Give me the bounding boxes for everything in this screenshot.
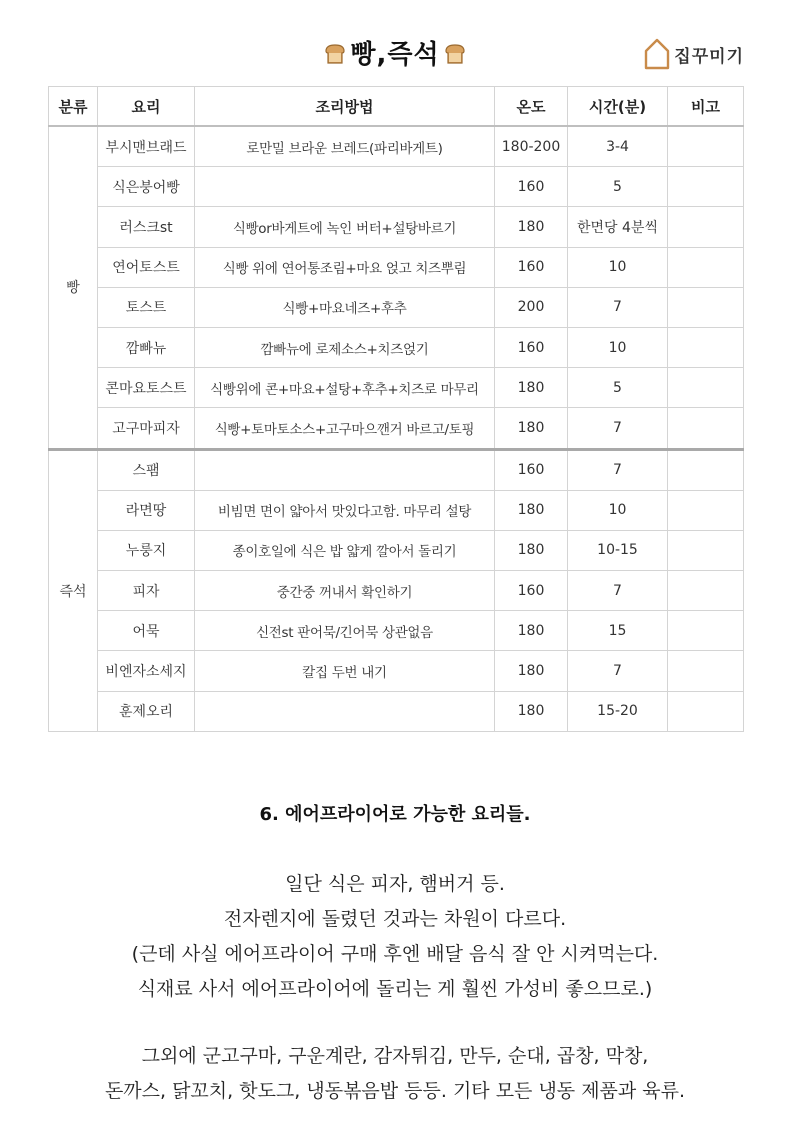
- temp-cell: 180: [495, 368, 568, 408]
- text-line: 돈까스, 닭꼬치, 핫도그, 냉동볶음밥 등등. 기타 모든 냉동 제품과 육류.: [104, 1080, 686, 1102]
- table-row: [49, 571, 744, 611]
- time-cell: 5: [568, 167, 668, 207]
- page-title: 빵,즉석: [350, 40, 440, 70]
- time-cell: 3-4: [568, 126, 668, 167]
- temp-cell: 160: [495, 571, 568, 611]
- method-cell: 식빵+토마토소스+고구마으깬거 바르고/토핑: [195, 408, 495, 449]
- method-cell: 식빵 위에 연어통조림+마요 얹고 치즈뿌림: [195, 247, 495, 287]
- temp-cell: 180: [495, 490, 568, 530]
- temp-cell: 160: [495, 167, 568, 207]
- table-row: [49, 327, 744, 367]
- text-line: (근데 사실 에어프라이어 구매 후엔 배달 음식 잘 안 시켜먹는다.: [131, 943, 659, 965]
- time-cell: 10: [568, 247, 668, 287]
- table-row: [49, 247, 744, 287]
- table-row: [49, 287, 744, 327]
- category-cell: 빵: [49, 126, 98, 449]
- paragraph-2: [0, 1039, 790, 1109]
- bread-icon: [443, 42, 467, 66]
- temp-cell: 180: [495, 651, 568, 691]
- method-cell: 종이호일에 식은 밥 얇게 깔아서 돌리기: [195, 530, 495, 570]
- note-cell: [668, 449, 744, 490]
- dish-cell: 누룽지: [98, 530, 195, 570]
- column-header-dish: 요리: [98, 87, 195, 127]
- column-header-time: 시간(분): [568, 87, 668, 127]
- table-row: [49, 368, 744, 408]
- recipe-table: [48, 86, 744, 732]
- text-line: 일단 식은 피자, 햄버거 등.: [285, 873, 505, 895]
- table-row: [49, 207, 744, 247]
- dish-cell: 어묵: [98, 611, 195, 651]
- temp-cell: 160: [495, 327, 568, 367]
- time-cell: 5: [568, 368, 668, 408]
- dish-cell: 훈제오리: [98, 691, 195, 731]
- dish-cell: 비엔자소세지: [98, 651, 195, 691]
- note-cell: [668, 408, 744, 449]
- paragraph-1: [0, 867, 790, 1007]
- method-cell: 로만밀 브라운 브레드(파리바게트): [195, 126, 495, 167]
- time-cell: 10: [568, 490, 668, 530]
- method-cell: 식빵or바게트에 녹인 버터+설탕바르기: [195, 207, 495, 247]
- method-cell: [195, 691, 495, 731]
- method-cell: 칼집 두번 내기: [195, 651, 495, 691]
- dish-cell: 부시맨브래드: [98, 126, 195, 167]
- method-cell: 식빵+마요네즈+후추: [195, 287, 495, 327]
- note-cell: [668, 651, 744, 691]
- dish-cell: 콘마요토스트: [98, 368, 195, 408]
- note-cell: [668, 287, 744, 327]
- column-header-category: 분류: [49, 87, 98, 127]
- table-row: [49, 691, 744, 731]
- dish-cell: 식은붕어빵: [98, 167, 195, 207]
- section-bread: [49, 126, 744, 449]
- temp-cell: 160: [495, 247, 568, 287]
- temp-cell: 180: [495, 530, 568, 570]
- note-cell: [668, 611, 744, 651]
- section-heading: 6. 에어프라이어로 가능한 요리들.: [259, 804, 531, 825]
- logo-text: 집꾸미기: [674, 46, 744, 67]
- method-cell: [195, 167, 495, 207]
- time-cell: 15-20: [568, 691, 668, 731]
- time-cell: 7: [568, 449, 668, 490]
- category-cell: 즉석: [49, 449, 98, 731]
- note-cell: [668, 691, 744, 731]
- method-cell: 비빔면 면이 얇아서 맛있다고함. 마무리 설탕: [195, 490, 495, 530]
- text-line: 그외에 군고구마, 구운계란, 감자튀김, 만두, 순대, 곱창, 막창,: [141, 1045, 649, 1067]
- temp-cell: 200: [495, 287, 568, 327]
- header: [0, 30, 790, 78]
- text-line: 전자렌지에 돌렸던 것과는 차원이 다르다.: [223, 908, 567, 930]
- section-instant: [49, 449, 744, 731]
- time-cell: 한면당 4분씩: [568, 207, 668, 247]
- temp-cell: 180: [495, 691, 568, 731]
- dish-cell: 깜빠뉴: [98, 327, 195, 367]
- table-row: [49, 490, 744, 530]
- note-cell: [668, 207, 744, 247]
- temp-cell: 180: [495, 408, 568, 449]
- temp-cell: 180: [495, 611, 568, 651]
- dish-cell: 토스트: [98, 287, 195, 327]
- temp-cell: 180-200: [495, 126, 568, 167]
- dish-cell: 피자: [98, 571, 195, 611]
- note-cell: [668, 530, 744, 570]
- time-cell: 7: [568, 571, 668, 611]
- note-cell: [668, 490, 744, 530]
- method-cell: 깜빠뉴에 로제소스+치즈얹기: [195, 327, 495, 367]
- table-row: [49, 126, 744, 167]
- temp-cell: 180: [495, 207, 568, 247]
- table-row: [49, 611, 744, 651]
- column-header-method: 조리방법: [195, 87, 495, 127]
- column-header-note: 비고: [668, 87, 744, 127]
- table-row: [49, 449, 744, 490]
- note-cell: [668, 126, 744, 167]
- note-cell: [668, 368, 744, 408]
- time-cell: 7: [568, 408, 668, 449]
- table-header-row: [49, 87, 744, 127]
- dish-cell: 스팸: [98, 449, 195, 490]
- time-cell: 7: [568, 651, 668, 691]
- text-line: 식재료 사서 에어프라이어에 돌리는 게 훨씬 가성비 좋으므로.): [137, 978, 653, 1000]
- dish-cell: 연어토스트: [98, 247, 195, 287]
- time-cell: 7: [568, 287, 668, 327]
- time-cell: 15: [568, 611, 668, 651]
- time-cell: 10: [568, 327, 668, 367]
- method-cell: 중간중 꺼내서 확인하기: [195, 571, 495, 611]
- note-cell: [668, 327, 744, 367]
- method-cell: 식빵위에 콘+마요+설탕+후추+치즈로 마무리: [195, 368, 495, 408]
- note-cell: [668, 571, 744, 611]
- note-cell: [668, 167, 744, 207]
- brand-logo: [644, 34, 744, 74]
- note-cell: [668, 247, 744, 287]
- dish-cell: 라면땅: [98, 490, 195, 530]
- dish-cell: 고구마피자: [98, 408, 195, 449]
- table-row: [49, 651, 744, 691]
- method-cell: [195, 449, 495, 490]
- table-row: [49, 167, 744, 207]
- time-cell: 10-15: [568, 530, 668, 570]
- house-icon: [644, 37, 670, 71]
- method-cell: 신전st 판어묵/긴어묵 상관없음: [195, 611, 495, 651]
- table-row: [49, 408, 744, 449]
- bread-icon: [323, 42, 347, 66]
- temp-cell: 160: [495, 449, 568, 490]
- column-header-temp: 온도: [495, 87, 568, 127]
- table-row: [49, 530, 744, 570]
- dish-cell: 러스크st: [98, 207, 195, 247]
